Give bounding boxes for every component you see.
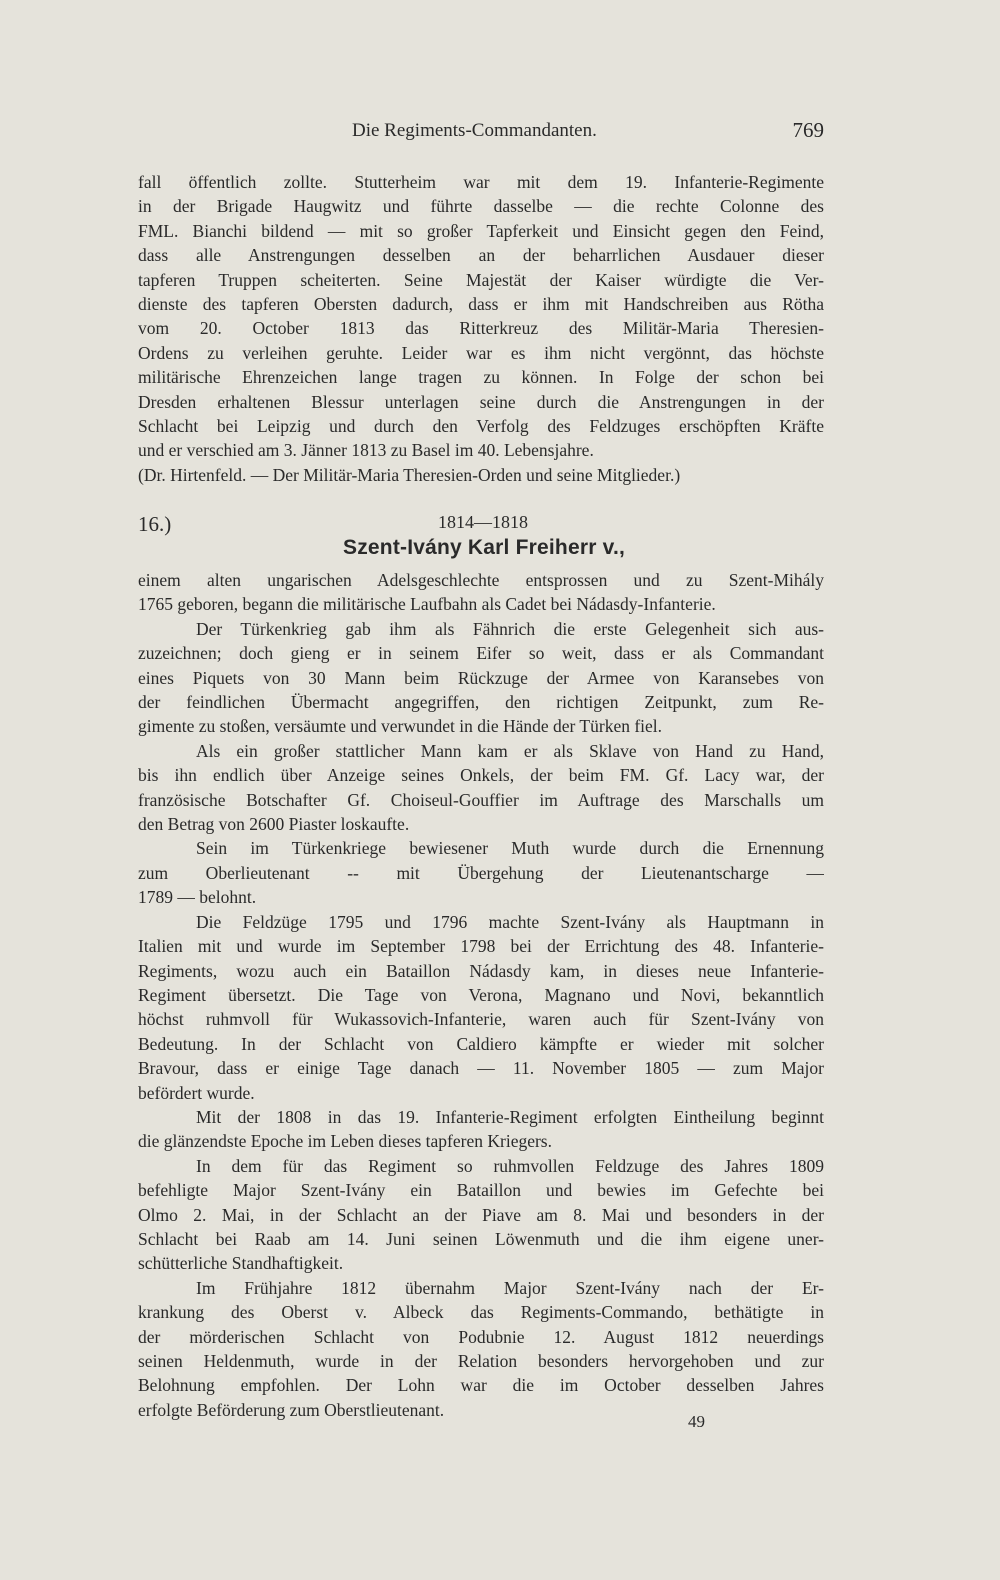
text-line: fall öffentlich zollte. Stutterheim war mit dem 19. Infanterie-Regimente <box>138 172 824 192</box>
text-line: Regiment übersetzt. Die Tage von Verona, Magnano und Novi, bekanntlich <box>138 984 824 1005</box>
text-line: bis ihn endlich über Anzeige seines Onkels, der beim FM. Gf. Lacy war, der <box>138 765 824 786</box>
text-line: schütterliche Standhaftigkeit. <box>138 1253 344 1274</box>
text-line: Schlacht bei Leipzig und durch den Verfolg des Feldzuges erschöpften Kräfte <box>138 416 824 437</box>
text-line: Schlacht bei Raab am 14. Juni seinen Löwenmuth und die ihm eigene uner- <box>138 1228 824 1249</box>
text-line: die glänzendste Epoche im Leben dieses tapferen Kriegers. <box>138 1131 552 1152</box>
text-line: französische Botschafter Gf. Choiseul-Gouffier im Auftrage des Marschalls um <box>138 789 824 810</box>
section-name: Szent-Ivány Karl Freiherr v., <box>343 536 626 559</box>
text-line: den Betrag von 2600 Piaster loskaufte. <box>138 814 410 835</box>
text-line: tapferen Truppen scheiterten. Seine Majestät der Kaiser würdigte die Ver- <box>138 269 824 290</box>
text-line: Italien mit und wurde im September 1798 bei der Errichtung des 48. Infanterie- <box>138 936 824 957</box>
text-line: seinen Heldenmuth, wurde in der Relation besonders hervorgehoben und zur <box>138 1351 824 1371</box>
text-line: Belohnung empfohlen. Der Lohn war die im October desselben Jahres <box>138 1375 824 1396</box>
paragraph <box>138 910 824 1105</box>
citation-line: (Dr. Hirtenfeld. — Der Militär-Maria Theresien-Orden und seine Mitglieder.) <box>138 464 681 485</box>
text-line: in der Brigade Haugwitz und führte dasselbe — die rechte Colonne des <box>138 196 824 217</box>
signature-mark: 49 <box>688 1412 705 1431</box>
text-line: In dem für das Regiment so ruhmvollen Feldzuge des Jahres 1809 <box>196 1155 824 1176</box>
text-line: dienste des tapferen Obersten dadurch, dass er ihm mit Handschreiben aus Rötha <box>138 294 824 315</box>
text-line: zuzeichnen; doch gieng er in seinem Eifer so weit, dass er als Commandant <box>138 643 824 664</box>
text-line: und er verschied am 3. Jänner 1813 zu Basel im 40. Lebensjahre. <box>138 440 594 461</box>
section-years: 1814—1818 <box>438 512 528 532</box>
paragraph <box>138 1154 824 1276</box>
text-line: eines Piquets von 30 Mann beim Rückzuge der Armee von Karansebes von <box>138 667 824 688</box>
text-line: Bedeutung. In der Schlacht von Caldiero kämpfte er wieder mit solcher <box>138 1033 824 1054</box>
text-line: dass alle Anstrengungen desselben an der beharrlichen Ausdauer dieser <box>138 245 824 266</box>
text-line: Dresden erhaltenen Blessur unterlagen seine durch die Anstrengungen in der <box>138 391 824 412</box>
paragraph <box>138 739 824 837</box>
paragraph <box>138 1105 824 1154</box>
paragraph <box>138 617 824 739</box>
text-line: Mit der 1808 in das 19. Infanterie-Regiment erfolgten Eintheilung beginnt <box>196 1106 824 1127</box>
text-line: Ordens zu verleihen geruhte. Leider war es ihm nicht vergönnt, das höchste <box>138 342 824 363</box>
text-line: Im Frühjahre 1812 übernahm Major Szent-Ivány nach der Er- <box>196 1277 824 1298</box>
text-line: Der Türkenkrieg gab ihm als Fähnrich die erste Gelegenheit sich aus- <box>196 618 824 639</box>
section-body <box>138 568 824 1422</box>
text-line: der mörderischen Schlacht von Podubnie 12. August 1812 neuerdings <box>138 1326 824 1347</box>
text-line: erfolgte Beförderung zum Oberstlieutenant. <box>138 1399 445 1420</box>
text-line: krankung des Oberst v. Albeck das Regiments-Commando, bethätigte in <box>138 1302 824 1323</box>
text-line: befördert wurde. <box>138 1082 255 1103</box>
section-number: 16.) <box>138 512 172 536</box>
paragraph <box>138 568 824 617</box>
text-line: 1765 geboren, begann die militärische Laufbahn als Cadet bei Nádasdy-Infanterie. <box>138 594 716 615</box>
text-line: Sein im Türkenkriege bewiesener Muth wurde durch die Ernennung <box>196 838 824 859</box>
text-line: militärische Ehrenzeichen lange tragen zu können. In Folge der schon bei <box>138 367 824 388</box>
paragraph <box>138 1276 824 1422</box>
running-title: Die Regiments-Commandanten. <box>352 120 597 141</box>
text-line: vom 20. October 1813 das Ritterkreuz des Militär-Maria Theresien- <box>138 318 824 339</box>
text-line: Regiments, wozu auch ein Bataillon Nádasdy kam, in dieses neue Infanterie- <box>138 960 824 981</box>
text-line: Als ein großer stattlicher Mann kam er als Sklave von Hand zu Hand, <box>196 740 824 761</box>
text-line: Olmo 2. Mai, in der Schlacht an der Piave am 8. Mai und besonders in der <box>138 1204 824 1225</box>
text-line: Die Feldzüge 1795 und 1796 machte Szent-Ivány als Hauptmann in <box>196 911 824 932</box>
text-line: befehligte Major Szent-Ivány ein Bataillon und bewies im Gefechte bei <box>138 1180 824 1201</box>
paragraph <box>138 836 824 909</box>
paragraph <box>138 170 824 487</box>
text-line: der feindlichen Übermacht angegriffen, den richtigen Zeitpunkt, zum Re- <box>138 692 824 713</box>
text-line: 1789 — belohnt. <box>138 887 257 908</box>
text-line: höchst ruhmvoll für Wukassovich-Infanterie, waren auch für Szent-Ivány von <box>138 1009 824 1030</box>
text-line: gimente zu stoßen, versäumte und verwundet in die Hände der Türken fiel. <box>138 716 663 737</box>
running-head <box>138 116 824 144</box>
text-line: Bravour, dass er einige Tage danach — 11. November 1805 — zum Major <box>138 1058 824 1079</box>
text-line: einem alten ungarischen Adelsgeschlechte entsprossen und zu Szent-Mihály <box>138 570 824 590</box>
page-number: 769 <box>792 118 824 142</box>
text-line: FML. Bianchi bildend — mit so großer Tapferkeit und Einsicht gegen den Feind, <box>138 220 824 241</box>
text-line: zum Oberlieutenant -- mit Übergehung der Lieutenantscharge — <box>138 862 824 883</box>
continued-paragraph <box>138 170 824 487</box>
